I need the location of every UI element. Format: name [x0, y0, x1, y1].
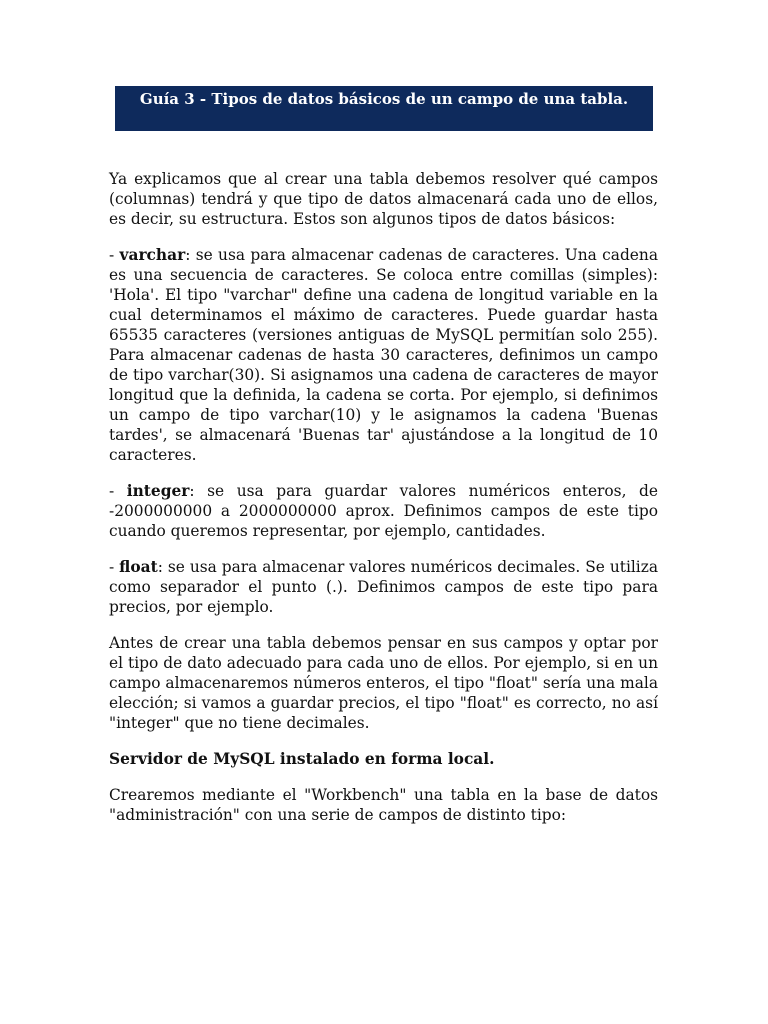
type-name-float: float: [119, 558, 158, 576]
page-title: Guía 3 - Tipos de datos básicos de un campo de una tabla.: [139, 90, 629, 108]
document-body: [109, 169, 658, 841]
type-integer-paragraph: [109, 481, 658, 541]
section-heading: Servidor de MySQL instalado en forma local.: [109, 750, 495, 768]
type-description-integer: : se usa para guardar valores numéricos enteros, de -2000000000 a 2000000000 aprox. Definimos campos de este tipo cuando queremos representar, por ejemplo, cantidades.: [109, 482, 658, 540]
type-prefix: -: [109, 246, 120, 264]
type-varchar-paragraph: [109, 245, 658, 465]
title-banner: [115, 86, 653, 131]
type-name-integer: integer: [126, 482, 190, 500]
type-prefix: -: [109, 482, 127, 500]
intro-paragraph: Ya explicamos que al crear una tabla debemos resolver qué campos (columnas) tendrá y que tipo de datos almacenará cada uno de ellos, es decir, su estructura. Estos son algunos tipos de datos básicos:: [109, 170, 658, 228]
type-description-varchar: : se usa para almacenar cadenas de caracteres. Una cadena es una secuencia de caracteres. Se coloca entre comillas (simples): 'Hola'. El tipo "varchar" define una cadena de longitud variable en la cual determinamos el máximo de caracteres. Puede guardar hasta 65535 caracteres (versiones antiguas de MySQL permitían solo 255). Para almacenar cadenas de hasta 30 caracteres, definimos un campo de tipo varchar(30). Si asignamos una cadena de caracteres de mayor longitud que la definida, la cadena se corta. Por ejemplo, si definimos un campo de tipo varchar(10) y le asignamos la cadena 'Buenas tardes', se almacenará 'Buenas tar' ajustándose a la longitud de 10 caracteres.: [109, 246, 658, 464]
advice-paragraph: Antes de crear una tabla debemos pensar en sus campos y optar por el tipo de dato adecuado para cada uno de ellos. Por ejemplo, si en un campo almacenaremos números enteros, el tipo "float" sería una mala elección; si vamos a guardar precios, el tipo "float" es correcto, no así "integer" que no tiene decimales.: [109, 634, 658, 732]
type-description-float: : se usa para almacenar valores numéricos decimales. Se utiliza como separador el punto (.). Definimos campos de este tipo para precios, por ejemplo.: [109, 558, 659, 616]
type-prefix: -: [109, 558, 120, 576]
type-name-varchar: varchar: [119, 246, 186, 264]
type-float-paragraph: [109, 557, 658, 617]
closing-paragraph: Crearemos mediante el "Workbench" una tabla en la base de datos "administración" con una serie de campos de distinto tipo:: [109, 786, 658, 824]
